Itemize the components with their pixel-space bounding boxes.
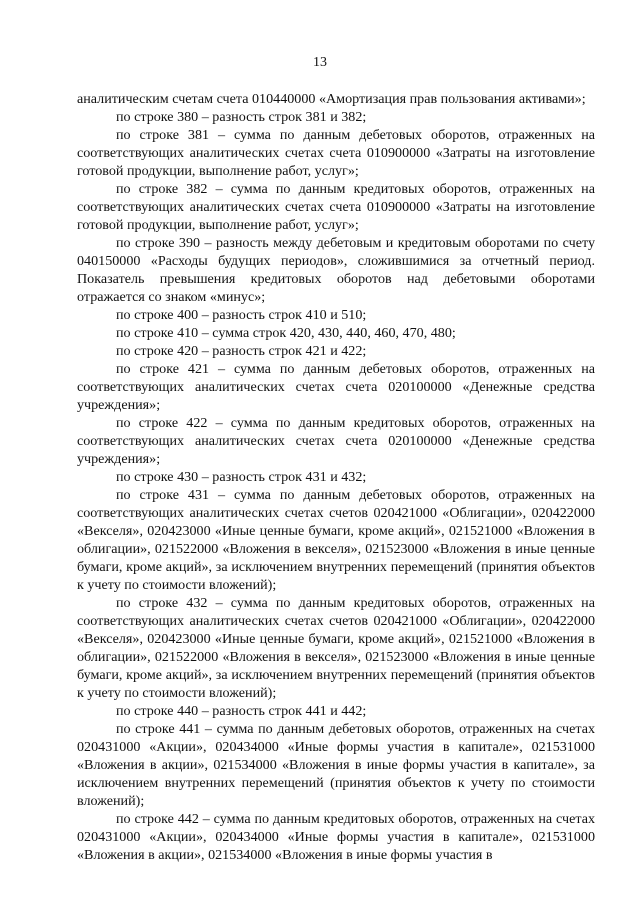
paragraph-line-382: по строке 382 – сумма по данным кредитовых оборотов, отраженных на соответствующих аналитических счетах счета 010900000 «Затраты на изготовление готовой продукции, выполнение работ, услуг»;: [77, 181, 595, 233]
paragraph-line-431: по строке 431 – сумма по данным дебетовых оборотов, отраженных на соответствующих аналитических счетах счетов 020421000 «Облигации», 020422000 «Векселя», 020423000 «Иные ценные бумаги, кроме акций», 021521000 «Вложения в облигации», 021522000 «Вложения в векселя», 021523000 «Вложения в иные ценные бумаги, кроме акций», за исключением внутренних перемещений (принятия объектов к учету по стоимости вложений);: [77, 487, 595, 593]
paragraph-line-390: по строке 390 – разность между дебетовым и кредитовым оборотами по счету 040150000 «Расходы будущих периодов», сложившимися за отчетный период. Показатель превышения кредитовых оборотов над дебетовыми оборотами отражается со знаком «минус»;: [77, 235, 595, 305]
paragraph-line-421: по строке 421 – сумма по данным дебетовых оборотов, отраженных на соответствующих аналитических счетах счета 020100000 «Денежные средства учреждения»;: [77, 361, 595, 413]
paragraph-line-422: по строке 422 – сумма по данным кредитовых оборотов, отраженных на соответствующих аналитических счетах счета 020100000 «Денежные средства учреждения»;: [77, 415, 595, 467]
paragraph-continuation: аналитическим счетам счета 010440000 «Амортизация прав пользования активами»;: [77, 91, 586, 107]
paragraph-line-432: по строке 432 – сумма по данным кредитовых оборотов, отраженных на соответствующих аналитических счетах счетов 020421000 «Облигации», 020422000 «Векселя», 020423000 «Иные ценные бумаги, кроме акций», 021521000 «Вложения в облигации», 021522000 «Вложения в векселя», 021523000 «Вложения в иные ценные бумаги, кроме акций», за исключением внутренних перемещений (принятия объектов к учету по стоимости вложений);: [77, 595, 595, 701]
paragraph-line-441: по строке 441 – сумма по данным дебетовых оборотов, отраженных на счетах 020431000 «Акции», 020434000 «Иные формы участия в капитале», 021531000 «Вложения в акции», 021534000 «Вложения в иные формы участия в капитале», за исключением внутренних перемещений (принятия объектов к учету по стоимости вложений);: [77, 721, 595, 809]
paragraph-line-430: по строке 430 – разность строк 431 и 432;: [116, 469, 367, 485]
document-body: [77, 90, 595, 864]
paragraph-line-381: по строке 381 – сумма по данным дебетовых оборотов, отраженных на соответствующих аналитических счетах счета 010900000 «Затраты на изготовление готовой продукции, выполнение работ, услуг»;: [77, 127, 595, 179]
paragraph-line-380: по строке 380 – разность строк 381 и 382;: [116, 109, 367, 125]
paragraph-line-420: по строке 420 – разность строк 421 и 422;: [116, 343, 367, 359]
page-number: 13: [313, 55, 327, 70]
paragraph-line-400: по строке 400 – разность строк 410 и 510;: [116, 307, 367, 323]
paragraph-line-442: по строке 442 – сумма по данным кредитовых оборотов, отраженных на счетах 020431000 «Акции», 020434000 «Иные формы участия в капитале», 021531000 «Вложения в акции», 021534000 «Вложения в иные формы участия в: [77, 811, 595, 863]
paragraph-line-410: по строке 410 – сумма строк 420, 430, 440, 460, 470, 480;: [116, 325, 456, 341]
paragraph-line-440: по строке 440 – разность строк 441 и 442;: [116, 703, 367, 719]
